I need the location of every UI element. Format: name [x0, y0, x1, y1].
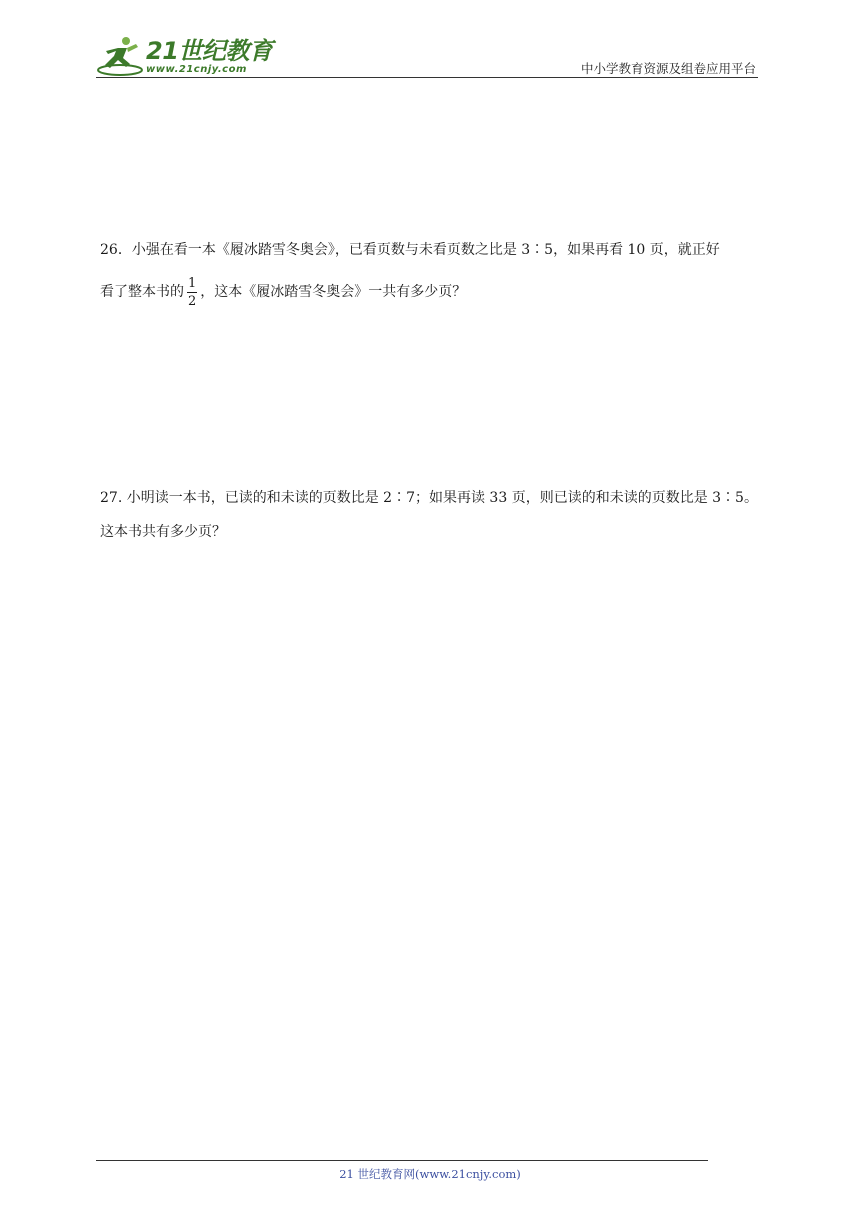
- question-26: [100, 240, 765, 310]
- question-27: [100, 488, 765, 544]
- question-27-line-1: 27. 小明读一本书，已读的和未读的页数比是 2∶7；如果再读 33 页，则已读的和未读的页数比是 3∶5。: [100, 490, 758, 506]
- footer-source-link[interactable]: 21 世纪教育网(www.21cnjy.com): [339, 1167, 521, 1181]
- question-27-line-2: 这本书共有多少页？: [100, 524, 226, 540]
- fraction-denominator: 2: [188, 293, 197, 309]
- footer-divider: [96, 1160, 708, 1161]
- logo: [96, 34, 273, 78]
- fraction-one-half: [187, 276, 197, 309]
- platform-name: 中小学教育资源及组卷应用平台: [580, 61, 756, 76]
- fraction-bar: [187, 292, 197, 293]
- fraction-numerator: 1: [188, 275, 197, 291]
- question-26-text-before-fraction: 看了整本书的: [100, 284, 184, 300]
- question-26-text-after-fraction: ，这本《履冰踏雪冬奥会》一共有多少页？: [200, 284, 467, 300]
- page-header: [96, 30, 758, 82]
- question-26-line-1: 26．小强在看一本《履冰踏雪冬奥会》，已看页数与未看页数之比是 3∶5，如果再看 10 页，就正好: [100, 242, 720, 258]
- runner-logo-icon: [96, 34, 148, 78]
- logo-url: www.21cnjy.com: [146, 64, 247, 75]
- header-divider: [96, 77, 758, 78]
- question-26-line-2: [100, 274, 765, 310]
- logo-title: 21世纪教育: [146, 37, 273, 65]
